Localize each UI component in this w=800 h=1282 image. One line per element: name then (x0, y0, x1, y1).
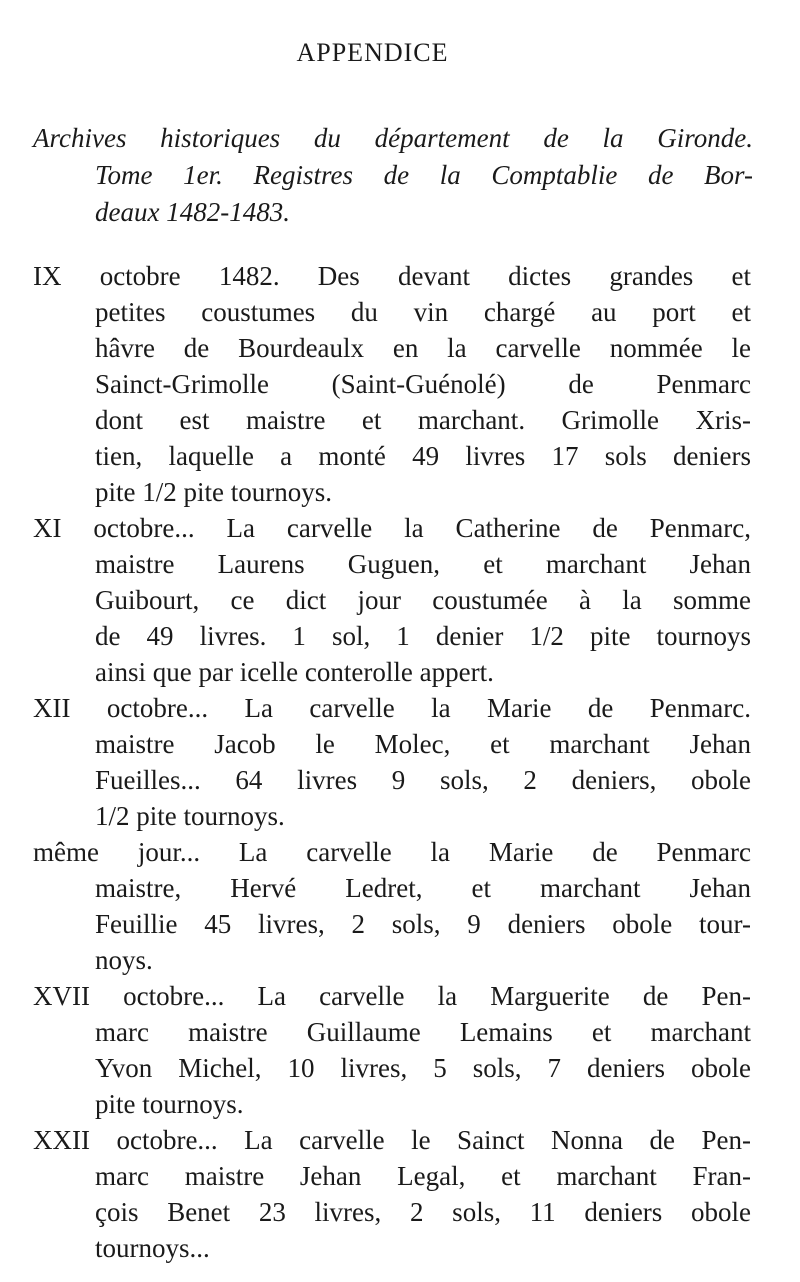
entry-line: tournoys... (95, 1233, 210, 1263)
entry-line: XVII octobre... La carvelle la Marguerite de Pen- (33, 981, 751, 1011)
entry-line: ainsi que par icelle conterolle appert. (95, 657, 494, 687)
entry-line: Fueilles... 64 livres 9 sols, 2 deniers, obole (95, 765, 751, 795)
entry-line: maistre Laurens Guguen, et marchant Jehan (95, 549, 751, 579)
entry-line: marc maistre Jehan Legal, et marchant Fran- (95, 1161, 751, 1191)
entry-line: maistre, Hervé Ledret, et marchant Jehan (95, 873, 751, 903)
entry-line: tien, laquelle a monté 49 livres 17 sols deniers (95, 441, 751, 471)
entry-line: Guibourt, ce dict jour coustumée à la somme (95, 585, 751, 615)
entry-xxii-octobre (33, 1122, 751, 1266)
entry-xii-octobre (33, 690, 751, 834)
source-line-1: Archives historiques du département de la Gironde. (33, 123, 753, 153)
page-heading: APPENDICE (296, 38, 449, 67)
entry-line: hâvre de Bourdeaulx en la carvelle nommée le (95, 333, 751, 363)
entry-line: maistre Jacob le Molec, et marchant Jehan (95, 729, 751, 759)
entry-line: pite tournoys. (95, 1089, 244, 1119)
entry-line: çois Benet 23 livres, 2 sols, 11 deniers obole (95, 1197, 751, 1227)
source-line-3: deaux 1482-1483. (95, 197, 290, 227)
entry-line: Sainct-Grimolle (Saint-Guénolé) de Penmarc (95, 369, 751, 399)
entry-line: XII octobre... La carvelle la Marie de Penmarc. (33, 693, 751, 723)
source-citation (33, 120, 753, 231)
entry-xi-octobre (33, 510, 751, 690)
entry-line: de 49 livres. 1 sol, 1 denier 1/2 pite tournoys (95, 621, 751, 651)
entry-line: marc maistre Guillaume Lemains et marchant (95, 1017, 751, 1047)
entry-line: Feuillie 45 livres, 2 sols, 9 deniers obole tour- (95, 909, 751, 939)
entry-line: petites coustumes du vin chargé au port et (95, 297, 751, 327)
customs-entries (33, 258, 751, 1266)
entry-line: pite 1/2 pite tournoys. (95, 477, 332, 507)
entry-line: 1/2 pite tournoys. (95, 801, 285, 831)
entry-meme-jour (33, 834, 751, 978)
entry-line: IX octobre 1482. Des devant dictes grandes et (33, 261, 751, 291)
entry-line: dont est maistre et marchant. Grimolle Xris- (95, 405, 751, 435)
entry-line: XXII octobre... La carvelle le Sainct Nonna de Pen- (33, 1125, 751, 1155)
entry-line: noys. (95, 945, 153, 975)
entry-line: Yvon Michel, 10 livres, 5 sols, 7 deniers obole (95, 1053, 751, 1083)
entry-ix-octobre (33, 258, 751, 510)
source-line-2: Tome 1er. Registres de la Comptablie de Bor- (95, 160, 753, 190)
entry-line: même jour... La carvelle la Marie de Penmarc (33, 837, 751, 867)
entry-xvii-octobre (33, 978, 751, 1122)
entry-line: XI octobre... La carvelle la Catherine de Penmarc, (33, 513, 751, 543)
source-continuation (33, 157, 753, 231)
